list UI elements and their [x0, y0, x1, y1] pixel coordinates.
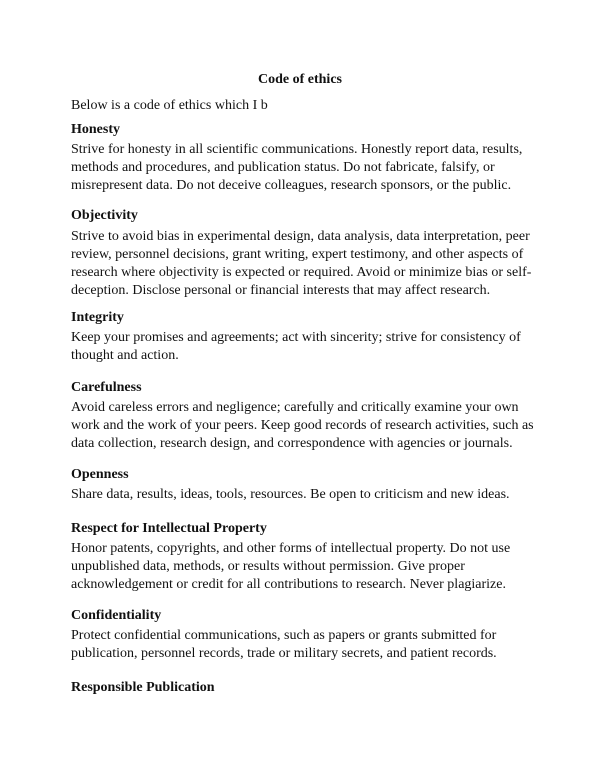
- section-heading-honesty: Honesty: [71, 122, 120, 137]
- section-line: research where objectivity is expected or required. Avoid or minimize bias or self-: [71, 265, 532, 280]
- section-heading-confidentiality: Confidentiality: [71, 608, 162, 623]
- section-heading-carefulness: Carefulness: [71, 380, 142, 395]
- section-heading-intellectual-property: Respect for Intellectual Property: [71, 521, 267, 536]
- section-heading-openness: Openness: [71, 467, 129, 482]
- section-line: work and the work of your peers. Keep good records of research activities, such as: [71, 418, 534, 433]
- section-line: Strive to avoid bias in experimental design, data analysis, data interpretation, peer: [71, 229, 530, 244]
- section-line: Avoid careless errors and negligence; carefully and critically examine your own: [71, 400, 519, 415]
- page-title: Code of ethics: [258, 72, 342, 87]
- section-line: methods and procedures, and publication status. Do not fabricate, falsify, or: [71, 160, 495, 175]
- section-line: Protect confidential communications, such as papers or grants submitted for: [71, 628, 497, 643]
- section-line: review, personnel decisions, grant writing, expert testimony, and other aspects of: [71, 247, 524, 262]
- section-body-integrity: [71, 329, 521, 365]
- section-line: Strive for honesty in all scientific communications. Honestly report data, results,: [71, 142, 523, 157]
- section-body-honesty: [71, 141, 522, 195]
- section-line: Honor patents, copyrights, and other forms of intellectual property. Do not use: [71, 541, 511, 556]
- section-line: Keep your promises and agreements; act with sincerity; strive for consistency of: [71, 330, 521, 345]
- section-line: deception. Disclose personal or financial interests that may affect research.: [71, 283, 491, 298]
- section-heading-integrity: Integrity: [71, 310, 124, 325]
- section-line: Share data, results, ideas, tools, resources. Be open to criticism and new ideas.: [71, 487, 510, 502]
- section-line: misrepresent data. Do not deceive colleagues, research sponsors, or the public.: [71, 178, 512, 193]
- section-body-openness: [71, 486, 510, 504]
- section-line: data collection, research design, and correspondence with agencies or journals.: [71, 436, 513, 451]
- section-body-confidentiality: [71, 627, 497, 663]
- section-line: publication, personnel records, trade or military secrets, and patient records.: [71, 646, 497, 661]
- section-body-objectivity: [71, 228, 531, 300]
- section-body-intellectual-property: [71, 540, 510, 594]
- section-line: acknowledgement or credit for all contributions to research. Never plagiarize.: [71, 577, 506, 592]
- section-line: unpublished data, methods, or results without permission. Give proper: [71, 559, 465, 574]
- intro-text: Below is a code of ethics which I b: [71, 98, 268, 113]
- section-heading-responsible-publication: Responsible Publication: [71, 680, 215, 695]
- section-body-carefulness: [71, 399, 534, 453]
- section-heading-objectivity: Objectivity: [71, 208, 138, 223]
- section-line: thought and action.: [71, 348, 179, 363]
